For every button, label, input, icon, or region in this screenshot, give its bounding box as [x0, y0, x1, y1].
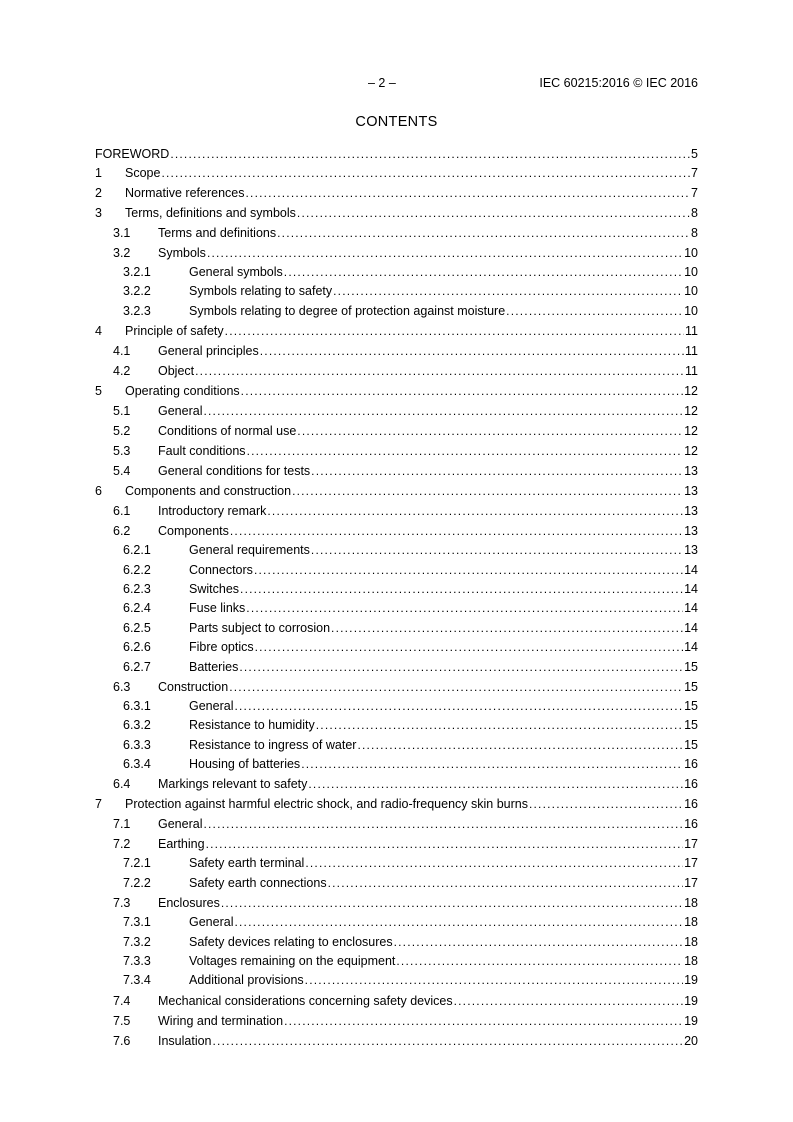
dot-leader — [225, 321, 684, 341]
toc-entry-title[interactable]: Normative references — [125, 186, 245, 200]
dot-leader — [234, 913, 683, 932]
toc-entry-page[interactable]: 18 — [684, 896, 698, 911]
dot-leader — [333, 282, 683, 301]
toc-entry-title[interactable]: Object — [158, 364, 195, 379]
dot-leader — [203, 814, 683, 834]
toc-entry[interactable] — [95, 658, 698, 677]
toc-entry-number: 3.1 — [113, 226, 131, 240]
toc-entry-page[interactable]: 18 — [684, 954, 698, 969]
toc-entry-number: 6.2 — [113, 524, 131, 539]
toc-entry-number: 7 — [95, 797, 102, 812]
dot-leader — [305, 854, 683, 873]
toc-entry-title[interactable]: Housing of batteries — [189, 757, 301, 772]
toc-entry-page[interactable]: 11 — [685, 344, 698, 359]
toc-entry-page[interactable]: 16 — [684, 777, 698, 792]
dot-leader — [301, 755, 683, 774]
toc-entry-number: 6.3.1 — [123, 698, 151, 713]
toc-entry-number: 6.2.7 — [123, 659, 151, 674]
toc-entry-title[interactable]: Mechanical considerations concerning safety devices — [158, 993, 453, 1008]
toc-entry-page[interactable]: 10 — [684, 246, 698, 260]
toc-entry-title[interactable]: Conditions of normal use — [158, 424, 297, 439]
toc-entry-number: 6.3.4 — [123, 757, 151, 772]
toc-entry[interactable] — [95, 203, 698, 223]
toc-entry-page[interactable]: 14 — [684, 581, 698, 596]
toc-entry-number: 6.2.5 — [123, 620, 151, 635]
toc-entry-title[interactable]: Symbols relating to degree of protection against moisture — [189, 303, 506, 318]
dot-leader — [316, 716, 683, 735]
toc-entry-page[interactable]: 19 — [684, 1013, 698, 1028]
toc-entry-page[interactable]: 12 — [684, 384, 698, 399]
toc-entry-page[interactable]: 11 — [685, 364, 698, 379]
dot-leader — [277, 223, 690, 243]
dot-leader — [229, 677, 683, 697]
toc-entry-title[interactable]: FOREWORD — [95, 147, 170, 161]
dot-leader — [394, 933, 684, 952]
dot-leader — [203, 401, 683, 421]
toc-entry[interactable] — [95, 145, 698, 163]
toc-entry-number: 3 — [95, 206, 102, 220]
toc-entry-page[interactable]: 15 — [684, 659, 698, 674]
dot-leader — [230, 521, 683, 541]
toc-entry-title[interactable]: Components — [158, 524, 229, 539]
toc-entry-page[interactable]: 11 — [685, 324, 698, 339]
toc-entry-page[interactable]: 13 — [684, 464, 698, 479]
dot-leader — [311, 461, 683, 481]
toc-entry-page[interactable]: 17 — [684, 856, 698, 871]
toc-entry-number: 7.3.2 — [123, 934, 151, 949]
toc-entry-page[interactable]: 19 — [684, 973, 698, 988]
toc-entry-title[interactable]: Parts subject to corrosion — [189, 620, 331, 635]
toc-entry-number: 6.2.2 — [123, 562, 151, 577]
toc-entry-number: 6.3.2 — [123, 718, 151, 733]
toc-entry-title[interactable]: General symbols — [189, 265, 283, 279]
toc-entry-title[interactable]: Connectors — [189, 562, 253, 577]
toc-entry-number: 3.2.2 — [123, 284, 151, 299]
toc-entry-page[interactable]: 8 — [691, 226, 698, 240]
toc-entry[interactable] — [95, 223, 698, 243]
toc-entry[interactable] — [95, 913, 698, 932]
toc-entry-title[interactable]: Operating conditions — [125, 384, 240, 399]
toc-entry[interactable] — [95, 501, 698, 521]
dot-leader — [529, 794, 683, 814]
dot-leader — [254, 561, 683, 580]
toc-entry-page[interactable]: 20 — [684, 1033, 698, 1048]
toc-entry[interactable] — [95, 697, 698, 716]
toc-entry[interactable] — [95, 814, 698, 834]
toc-entry-number: 1 — [95, 166, 102, 180]
dot-leader — [292, 481, 683, 501]
toc-entry[interactable] — [95, 736, 698, 755]
toc-entry[interactable] — [95, 541, 698, 560]
toc-entry[interactable] — [95, 580, 698, 599]
toc-entry-number: 4.1 — [113, 344, 131, 359]
toc-entry[interactable] — [95, 933, 698, 952]
dot-leader — [195, 361, 684, 381]
toc-entry-page[interactable]: 8 — [691, 206, 698, 220]
toc-entry-title[interactable]: Terms, definitions and symbols — [125, 206, 296, 220]
toc-entry-title[interactable]: General — [158, 404, 203, 419]
toc-entry-page[interactable]: 15 — [684, 737, 698, 752]
toc-entry-page[interactable]: 16 — [684, 797, 698, 812]
toc-entry-title[interactable]: Fault conditions — [158, 444, 246, 459]
toc-entry-number: 6.3 — [113, 679, 131, 694]
toc-entry-number: 4 — [95, 324, 102, 339]
toc-entry[interactable] — [95, 774, 698, 794]
toc-entry-title[interactable]: General — [189, 915, 234, 930]
toc-entry[interactable] — [95, 282, 698, 301]
toc-entry[interactable] — [95, 243, 698, 263]
toc-entry-page[interactable]: 14 — [684, 640, 698, 655]
toc-entry-page[interactable]: 7 — [691, 186, 698, 200]
toc-entry-number: 5 — [95, 384, 102, 399]
toc-entry[interactable] — [95, 163, 698, 183]
toc-entry-number: 7.3 — [113, 896, 131, 911]
dot-leader — [506, 302, 683, 321]
toc-entry-number: 5.1 — [113, 404, 131, 419]
dot-leader — [221, 893, 683, 913]
standard-identifier: IEC 60215:2016 © IEC 2016 — [539, 76, 698, 90]
toc-entry-number: 7.3.1 — [123, 915, 151, 930]
toc-entry-title[interactable]: General conditions for tests — [158, 464, 311, 479]
toc-entry-page[interactable]: 13 — [684, 524, 698, 539]
dot-leader — [357, 736, 683, 755]
toc-entry-page[interactable]: 18 — [684, 915, 698, 930]
toc-entry-title[interactable]: Enclosures — [158, 896, 220, 911]
toc-entry-page[interactable]: 10 — [684, 284, 698, 299]
dot-leader — [246, 183, 691, 203]
toc-entry-page[interactable]: 7 — [691, 166, 698, 180]
toc-entry-page[interactable]: 10 — [684, 303, 698, 318]
toc-entry-title[interactable]: Protection against harmful electric shock, and radio-frequency skin burns — [125, 797, 528, 812]
dot-leader — [311, 541, 683, 560]
toc-entry-number: 7.1 — [113, 817, 131, 832]
toc-entry-number: 6.2.4 — [123, 601, 151, 616]
toc-entry-title[interactable]: Safety earth connections — [189, 875, 327, 890]
toc-entry-number: 7.4 — [113, 993, 131, 1008]
toc-entry-page[interactable]: 5 — [691, 147, 698, 161]
toc-entry-page[interactable]: 19 — [684, 993, 698, 1008]
toc-entry-number: 4.2 — [113, 364, 131, 379]
toc-entry[interactable] — [95, 794, 698, 814]
dot-leader — [161, 163, 690, 183]
toc-entry[interactable] — [95, 561, 698, 580]
toc-entry[interactable] — [95, 381, 698, 401]
toc-entry[interactable] — [95, 321, 698, 341]
toc-entry-title[interactable]: Resistance to humidity — [189, 718, 315, 733]
toc-entry[interactable] — [95, 183, 698, 203]
toc-entry-number: 6.3.3 — [123, 737, 151, 752]
toc-entry-title[interactable]: Symbols relating to safety — [189, 284, 333, 299]
toc-entry-title[interactable]: Terms and definitions — [158, 226, 277, 240]
dot-leader — [284, 1011, 683, 1031]
toc-entry-page[interactable]: 12 — [684, 444, 698, 459]
toc-entry[interactable] — [95, 341, 698, 361]
toc-entry-number: 3.2 — [113, 246, 131, 260]
toc-entry-page[interactable]: 12 — [684, 424, 698, 439]
toc-entry[interactable] — [95, 638, 698, 657]
toc-entry-page[interactable]: 18 — [684, 934, 698, 949]
toc-entry-number: 7.2 — [113, 837, 131, 852]
toc-entry[interactable] — [95, 755, 698, 774]
toc-entry-number: 3.2.3 — [123, 303, 151, 318]
dot-leader — [454, 991, 683, 1011]
dot-leader — [246, 599, 683, 618]
toc-entry[interactable] — [95, 893, 698, 913]
dot-leader — [305, 971, 683, 990]
toc-entry[interactable] — [95, 854, 698, 873]
dot-leader — [260, 341, 684, 361]
toc-entry-page[interactable]: 16 — [684, 817, 698, 832]
toc-entry[interactable] — [95, 619, 698, 638]
toc-entry[interactable] — [95, 971, 698, 990]
toc-entry[interactable] — [95, 401, 698, 421]
toc-entry-title[interactable]: Introductory remark — [158, 504, 267, 519]
dot-leader — [241, 381, 683, 401]
toc-entry-number: 6.2.1 — [123, 543, 151, 558]
toc-entry-title[interactable]: Earthing — [158, 837, 205, 852]
toc-entry-number: 6.2.3 — [123, 581, 151, 596]
toc-entry-title[interactable]: Safety devices relating to enclosures — [189, 934, 393, 949]
toc-entry-page[interactable]: 12 — [684, 404, 698, 419]
toc-entry-number: 5.2 — [113, 424, 131, 439]
toc-entry[interactable] — [95, 991, 698, 1011]
dot-leader — [328, 874, 684, 893]
toc-entry[interactable] — [95, 302, 698, 321]
toc-entry-title[interactable]: General principles — [158, 344, 259, 359]
toc-entry[interactable] — [95, 361, 698, 381]
toc-entry[interactable] — [95, 263, 698, 282]
toc-entry[interactable] — [95, 834, 698, 854]
toc-entry-page[interactable]: 13 — [684, 543, 698, 558]
toc-entry[interactable] — [95, 716, 698, 735]
toc-entry-page[interactable]: 17 — [684, 875, 698, 890]
toc-entry[interactable] — [95, 1011, 698, 1031]
toc-entry-number: 6.4 — [113, 777, 131, 792]
toc-entry-title[interactable]: Additional provisions — [189, 973, 304, 988]
toc-entry-page[interactable]: 17 — [684, 837, 698, 852]
toc-entry-number: 6.2.6 — [123, 640, 151, 655]
toc-entry-title[interactable]: Wiring and termination — [158, 1013, 284, 1028]
toc-entry-number: 6.1 — [113, 504, 131, 519]
dot-leader — [213, 1031, 684, 1051]
dot-leader — [234, 697, 683, 716]
toc-entry-title[interactable]: Switches — [189, 581, 240, 596]
toc-entry-title[interactable]: Components and construction — [125, 484, 292, 499]
toc-entry[interactable] — [95, 441, 698, 461]
page-title: CONTENTS — [355, 114, 438, 130]
toc-entry-page[interactable]: 16 — [684, 757, 698, 772]
page-header — [0, 76, 793, 92]
dot-leader — [239, 658, 683, 677]
toc-entry-page[interactable]: 14 — [684, 601, 698, 616]
toc-entry[interactable] — [95, 481, 698, 501]
toc-entry-number: 7.3.3 — [123, 954, 151, 969]
toc-entry[interactable] — [95, 677, 698, 697]
toc-entry-title[interactable]: Insulation — [158, 1033, 212, 1048]
toc-entry[interactable] — [95, 421, 698, 441]
toc-entry-page[interactable]: 13 — [684, 484, 698, 499]
toc-entry[interactable] — [95, 1031, 698, 1051]
toc-entry-title[interactable]: Resistance to ingress of water — [189, 737, 357, 752]
toc-entry-title[interactable]: Symbols — [158, 246, 206, 260]
toc-entry-page[interactable]: 14 — [684, 562, 698, 577]
dot-leader — [297, 421, 683, 441]
toc-entry[interactable] — [95, 461, 698, 481]
toc-entry-number: 6 — [95, 484, 102, 499]
dot-leader — [207, 243, 683, 263]
dot-leader — [255, 638, 683, 657]
toc-entry-title[interactable]: Fuse links — [189, 601, 246, 616]
toc-entry-number: 7.3.4 — [123, 973, 151, 988]
toc-entry-page[interactable]: 10 — [684, 265, 698, 279]
toc-entry-title[interactable]: General — [158, 817, 203, 832]
toc-entry-title[interactable]: Safety earth terminal — [189, 856, 305, 871]
toc-entry[interactable] — [95, 874, 698, 893]
page-number: – 2 – — [368, 76, 396, 90]
toc-entry[interactable] — [95, 521, 698, 541]
dot-leader — [308, 774, 683, 794]
toc-entry-number: 7.2.2 — [123, 875, 151, 890]
toc-entry-title[interactable]: General — [189, 698, 234, 713]
toc-entry-number: 3.2.1 — [123, 265, 151, 279]
toc-entry-title[interactable]: Principle of safety — [125, 324, 224, 339]
toc-entry-title[interactable]: Markings relevant to safety — [158, 777, 308, 792]
dot-leader — [396, 952, 683, 971]
toc-entry-page[interactable]: 15 — [684, 718, 698, 733]
toc-entry-page[interactable]: 15 — [684, 698, 698, 713]
toc-entry-title[interactable]: Construction — [158, 679, 229, 694]
toc-entry-title[interactable]: General requirements — [189, 543, 310, 558]
table-of-contents — [95, 145, 698, 1051]
toc-entry-title[interactable]: Voltages remaining on the equipment — [189, 954, 396, 969]
dot-leader — [170, 145, 690, 163]
toc-entry-number: 7.6 — [113, 1033, 131, 1048]
dot-leader — [267, 501, 683, 521]
dot-leader — [247, 441, 684, 461]
toc-entry-number: 7.2.1 — [123, 856, 151, 871]
dot-leader — [240, 580, 683, 599]
toc-entry-number: 2 — [95, 186, 102, 200]
toc-entry-page[interactable]: 14 — [684, 620, 698, 635]
toc-entry-number: 7.5 — [113, 1013, 131, 1028]
toc-entry-title[interactable]: Batteries — [189, 659, 239, 674]
dot-leader — [331, 619, 683, 638]
toc-entry-page[interactable]: 15 — [684, 679, 698, 694]
toc-entry-number: 5.3 — [113, 444, 131, 459]
toc-entry[interactable] — [95, 599, 698, 618]
dot-leader — [206, 834, 684, 854]
toc-entry-number: 5.4 — [113, 464, 131, 479]
toc-entry-title[interactable]: Fibre optics — [189, 640, 254, 655]
dot-leader — [297, 203, 690, 223]
toc-entry-page[interactable]: 13 — [684, 504, 698, 519]
toc-entry[interactable] — [95, 952, 698, 971]
toc-entry-title[interactable]: Scope — [125, 166, 161, 180]
dot-leader — [284, 263, 683, 282]
